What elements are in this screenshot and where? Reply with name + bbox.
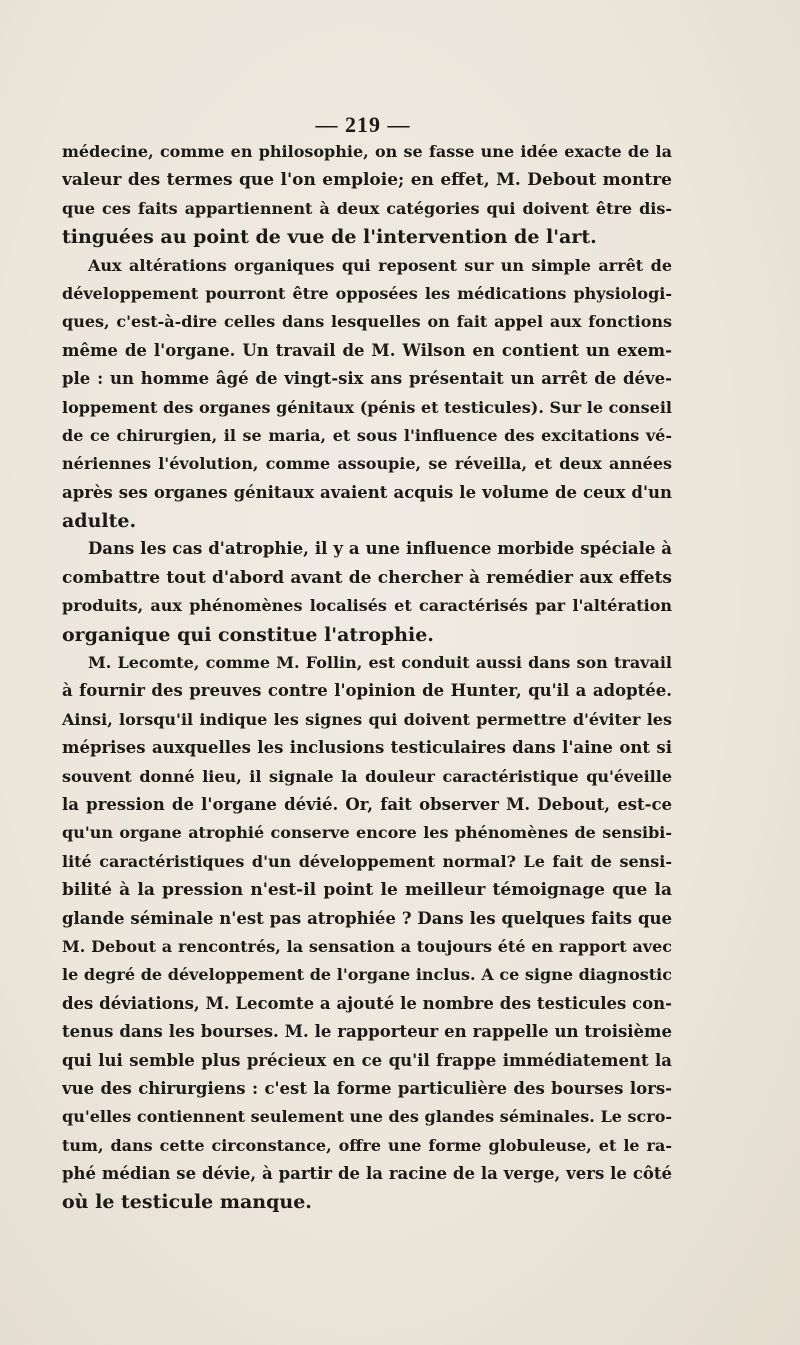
text-line: adulte. bbox=[62, 510, 137, 533]
text-line: qu'elles contiennent seulement une des glandes séminales. Le scro- bbox=[62, 1107, 672, 1127]
text-line: tum, dans cette circonstance, offre une forme globuleuse, et le ra- bbox=[62, 1135, 672, 1155]
text-line: produits, aux phénomènes localisés et caractérisés par l'altération bbox=[62, 596, 672, 616]
text-line: combattre tout d'abord avant de chercher à remédier aux effets bbox=[62, 567, 672, 588]
text-line: qui lui semble plus précieux en ce qu'il frappe immédiatement la bbox=[62, 1050, 672, 1070]
text-line: Ainsi, lorsqu'il indique les signes qui doivent permettre d'éviter les bbox=[62, 709, 672, 729]
body-text bbox=[62, 138, 672, 1217]
text-line: M. Lecomte, comme M. Follin, est conduit aussi dans son travail bbox=[88, 653, 672, 673]
text-line: valeur des termes que l'on emploie; en effet, M. Debout montre bbox=[62, 170, 672, 191]
text-line: bilité à la pression n'est-il point le meilleur témoignage que la bbox=[62, 880, 672, 901]
text-line: ques, c'est-à-dire celles dans lesquelles on fait appel aux fonctions bbox=[62, 312, 672, 332]
text-line: médecine, comme en philosophie, on se fasse une idée exacte de la bbox=[62, 142, 672, 161]
text-line: souvent donné lieu, il signale la douleur caractéristique qu'éveille bbox=[62, 766, 672, 786]
text-line: même de l'organe. Un travail de M. Wilson en contient un exem- bbox=[62, 340, 672, 360]
text-line: organique qui constitue l'atrophie. bbox=[62, 623, 434, 646]
text-line: après ses organes génitaux avaient acquis le volume de ceux d'un bbox=[62, 482, 672, 502]
text-line: à fournir des preuves contre l'opinion de Hunter, qu'il a adoptée. bbox=[62, 681, 672, 701]
text-line: que ces faits appartiennent à deux catégories qui doivent être dis- bbox=[62, 198, 672, 218]
text-line: Dans les cas d'atrophie, il y a une influence morbide spéciale à bbox=[88, 539, 672, 559]
text-line: nériennes l'évolution, comme assoupie, se réveilla, et deux années bbox=[62, 454, 672, 474]
text-line: vue des chirurgiens : c'est la forme particulière des bourses lors- bbox=[62, 1078, 672, 1098]
text-line: la pression de l'organe dévié. Or, fait observer M. Debout, est-ce bbox=[62, 794, 672, 814]
text-line: phé médian se dévie, à partir de la racine de la verge, vers le côté bbox=[62, 1164, 672, 1184]
text-line: des déviations, M. Lecomte a ajouté le nombre des testicules con- bbox=[62, 993, 672, 1013]
text-line: loppement des organes génitaux (pénis et testicules). Sur le conseil bbox=[62, 397, 672, 417]
page-number: — 219 — bbox=[315, 112, 411, 137]
text-line: M. Debout a rencontrés, la sensation a toujours été en rapport avec bbox=[62, 936, 672, 956]
text-line: où le testicule manque. bbox=[62, 1191, 312, 1214]
text-line: le degré de développement de l'organe inclus. A ce signe diagnostic bbox=[62, 965, 672, 985]
text-line: Aux altérations organiques qui reposent sur un simple arrêt de bbox=[88, 255, 672, 275]
text-line: tenus dans les bourses. M. le rapporteur en rappelle un troisième bbox=[62, 1022, 672, 1042]
text-line: qu'un organe atrophié conserve encore les phénomènes de sensibi- bbox=[62, 823, 672, 843]
text-line: méprises auxquelles les inclusions testiculaires dans l'aine ont si bbox=[62, 738, 672, 758]
text-line: lité caractéristiques d'un développement normal? Le fait de sensi- bbox=[62, 851, 672, 871]
text-line: de ce chirurgien, il se maria, et sous l'influence des excitations vé- bbox=[62, 425, 672, 445]
text-line: développement pourront être opposées les médications physiologi- bbox=[62, 283, 672, 303]
text-line: ple : un homme âgé de vingt-six ans présentait un arrêt de déve- bbox=[62, 369, 672, 389]
text-line: tinguées au point de vue de l'intervention de l'art. bbox=[62, 226, 597, 249]
text-line: glande séminale n'est pas atrophiée ? Dans les quelques faits que bbox=[62, 908, 672, 928]
